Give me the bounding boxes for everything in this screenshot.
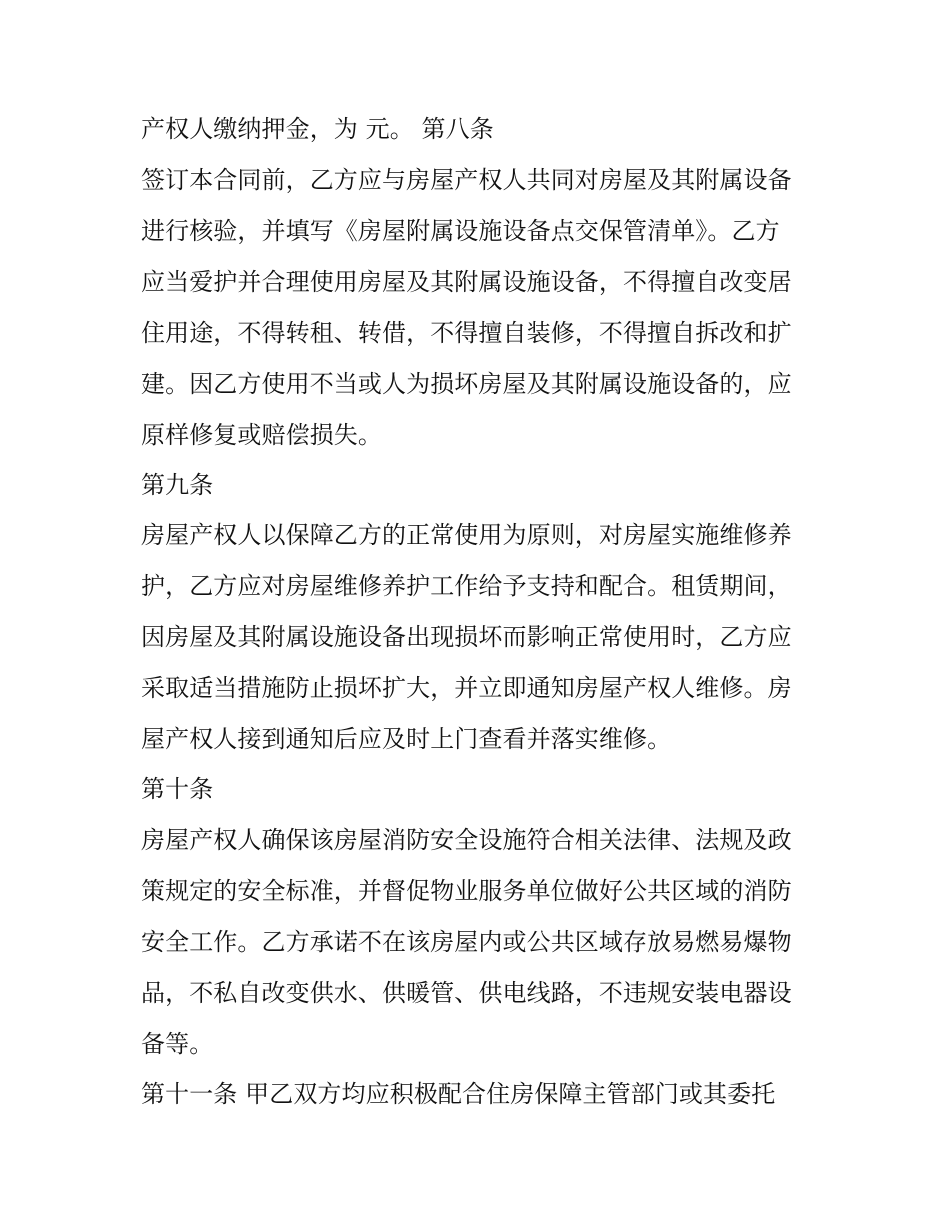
text-line: 备等。 <box>141 1030 214 1058</box>
text-line: 建。因乙方使用不当或人为损坏房屋及其附属设施设备的，应 <box>141 370 792 398</box>
text-line: 产权人缴纳押金，为 元。 第八条 <box>141 115 494 143</box>
text-line: 原样修复或赔偿损失。 <box>141 421 382 449</box>
article-heading: 第九条 <box>141 471 214 499</box>
text-line: 第十一条 甲乙双方均应积极配合住房保障主管部门或其委托 <box>141 1080 776 1108</box>
text-line: 品，不私自改变供水、供暖管、供电线路，不违规安装电器设 <box>141 979 792 1007</box>
text-line: 护，乙方应对房屋维修养护工作给予支持和配合。租赁期间， <box>141 572 792 600</box>
text-line: 应当爱护并合理使用房屋及其附属设施设备，不得擅自改变居 <box>141 268 792 296</box>
text-line: 房屋产权人确保该房屋消防安全设施符合相关法律、法规及政 <box>141 826 792 854</box>
article-heading: 第十条 <box>141 775 214 803</box>
text-line: 安全工作。乙方承诺不在该房屋内或公共区域存放易燃易爆物 <box>141 928 792 956</box>
text-line: 进行核验，并填写《房屋附属设施设备点交保管清单》。乙方 <box>141 217 780 245</box>
text-line: 房屋产权人以保障乙方的正常使用为原则，对房屋实施维修养 <box>141 521 792 549</box>
text-line: 住用途，不得转租、转借，不得擅自装修，不得擅自拆改和扩 <box>141 319 792 347</box>
text-line: 采取适当措施防止损坏扩大，并立即通知房屋产权人维修。房 <box>141 674 792 702</box>
text-line: 签订本合同前，乙方应与房屋产权人共同对房屋及其附属设备 <box>141 166 792 194</box>
text-line: 屋产权人接到通知后应及时上门查看并落实维修。 <box>141 725 672 753</box>
text-line: 策规定的安全标准，并督促物业服务单位做好公共区域的消防 <box>141 877 792 905</box>
text-line: 因房屋及其附属设施设备出现损坏而影响正常使用时，乙方应 <box>141 623 792 651</box>
